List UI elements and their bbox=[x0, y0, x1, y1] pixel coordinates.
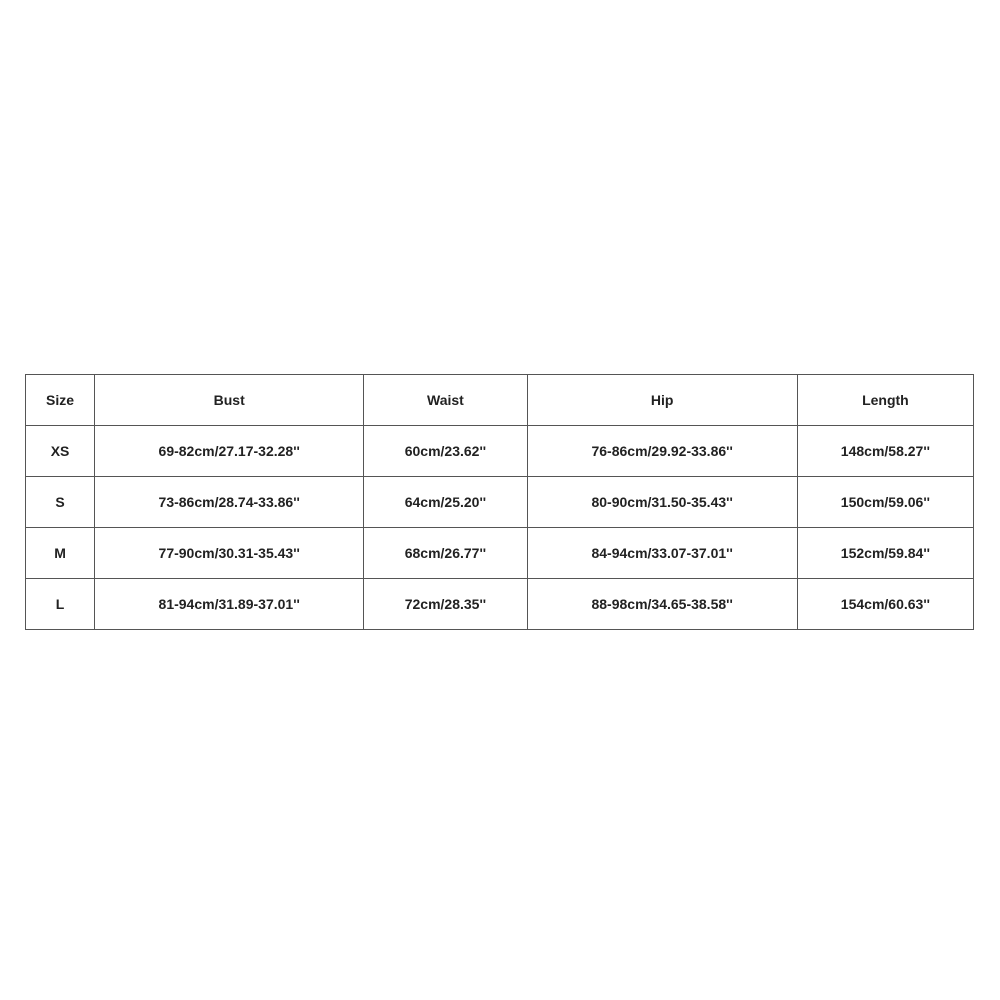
table-header-row bbox=[26, 375, 974, 426]
cell-size: S bbox=[26, 477, 95, 528]
table-row bbox=[26, 528, 974, 579]
cell-hip: 76-86cm/29.92-33.86'' bbox=[527, 426, 797, 477]
cell-size: M bbox=[26, 528, 95, 579]
table-row bbox=[26, 477, 974, 528]
cell-size: L bbox=[26, 579, 95, 630]
cell-hip: 80-90cm/31.50-35.43'' bbox=[527, 477, 797, 528]
cell-length: 154cm/60.63'' bbox=[797, 579, 973, 630]
header-bust: Bust bbox=[95, 375, 364, 426]
cell-size: XS bbox=[26, 426, 95, 477]
header-waist: Waist bbox=[364, 375, 527, 426]
cell-length: 150cm/59.06'' bbox=[797, 477, 973, 528]
table-row bbox=[26, 426, 974, 477]
cell-bust: 69-82cm/27.17-32.28'' bbox=[95, 426, 364, 477]
cell-hip: 88-98cm/34.65-38.58'' bbox=[527, 579, 797, 630]
cell-length: 152cm/59.84'' bbox=[797, 528, 973, 579]
cell-waist: 68cm/26.77'' bbox=[364, 528, 527, 579]
cell-hip: 84-94cm/33.07-37.01'' bbox=[527, 528, 797, 579]
header-hip: Hip bbox=[527, 375, 797, 426]
cell-length: 148cm/58.27'' bbox=[797, 426, 973, 477]
cell-bust: 73-86cm/28.74-33.86'' bbox=[95, 477, 364, 528]
header-length: Length bbox=[797, 375, 973, 426]
cell-waist: 72cm/28.35'' bbox=[364, 579, 527, 630]
size-chart-table bbox=[25, 374, 974, 630]
cell-waist: 60cm/23.62'' bbox=[364, 426, 527, 477]
cell-bust: 77-90cm/30.31-35.43'' bbox=[95, 528, 364, 579]
cell-waist: 64cm/25.20'' bbox=[364, 477, 527, 528]
header-size: Size bbox=[26, 375, 95, 426]
table-row bbox=[26, 579, 974, 630]
cell-bust: 81-94cm/31.89-37.01'' bbox=[95, 579, 364, 630]
